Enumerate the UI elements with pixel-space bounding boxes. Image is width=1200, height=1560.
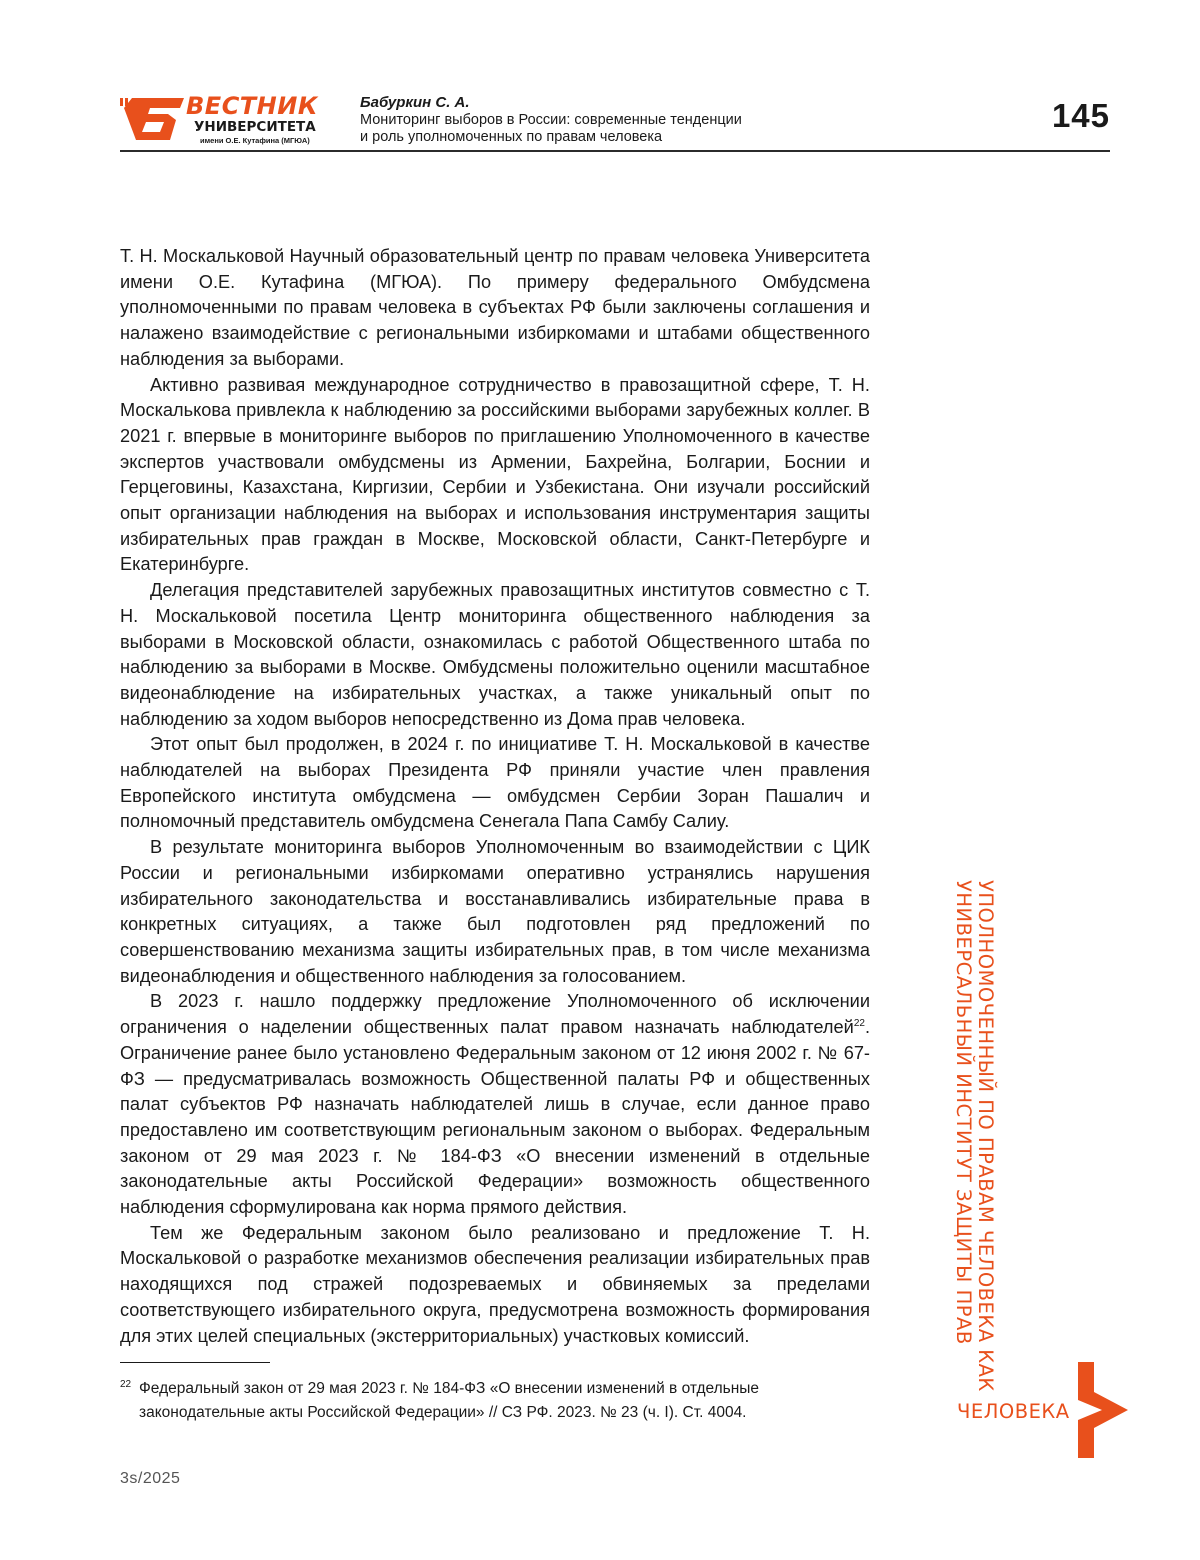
paragraph-6-part-2: . Ограничение ранее было установлено Федеральным законом от 12 июня 2002 г. № 67-ФЗ — предусматривалась возможность Общественной палаты РФ и общественных палат субъектов РФ назначать наблюдателей лишь в случае, если данное право предоставлено им соответствующим региональным законом о выборах. Федеральным законом от 29 мая 2023 г. № 184-ФЗ «О внесении изменений в отдельные законодательные акты Российской Федерации» возможность общественного наблюдения сформулирована как норма прямого действия. [120,1017,870,1218]
footnote-reference[interactable]: 22 [853,1018,865,1030]
side-banner-line-1: УПОЛНОМОЧЕННЫЙ ПО ПРАВАМ ЧЕЛОВЕКА КАК [974,880,997,1392]
running-header [120,92,1110,152]
arrow-right-icon [1074,1362,1130,1458]
paragraph-6 [120,989,870,1220]
footnote-text: Федеральный закон от 29 мая 2023 г. № 184-ФЗ «О внесении изменений в отдельные законодательные акты Российской Федерации» // СЗ РФ. 2023. № 23 (ч. I). Ст. 4004. [139,1380,760,1421]
main-text [120,244,870,1349]
journal-logo [120,92,325,148]
side-banner [952,880,1012,1420]
paragraph-7: Тем же Федеральным законом было реализовано и предложение Т. Н. Москальковой о разработке механизмов обеспечения реализации избирательных прав находящихся под стражей подозреваемых и обвиняемых за пределами соответствующего избирательного округа, предусмотрена возможность формирования для этих целей специальных (экстерриториальных) участковых комиссий. [120,1222,870,1346]
side-banner-line-3: ЧЕЛОВЕКА [957,1400,1070,1423]
logo-subtitle-small: имени О.Е. Кутафина (МГЮА) [200,136,310,145]
paragraph-5: В результате мониторинга выборов Уполномоченным во взаимодействии с ЦИК России и региональными избиркомами оперативно устранялись нарушения избирательного законодательства и восстанавливались избирательные права в конкретных ситуациях, а также был подготовлен ряд предложений по совершенствованию механизма защиты избирательных прав, в том числе механизма видеонаблюдения и общественного наблюдения за голосованием. [120,837,870,986]
running-author: Бабуркин С. А. [360,94,470,111]
footnote [120,1377,870,1425]
issue-label: 3s/2025 [120,1470,181,1487]
paragraph-2: Активно развивая международное сотрудничество в правозащитной сфере, Т. Н. Москалькова привлекла к наблюдению за российскими выборами зарубежных коллег. В 2021 г. впервые в мониторинге выборов по приглашению Уполномоченного в качестве экспертов участвовали омбудсмены из Армении, Бахрейна, Болгарии, Боснии и Герцеговины, Казахстана, Киргизии, Сербии и Узбекистана. Они изучали российский опыт организации наблюдения на выборах и использования инструментария защиты избирательных прав граждан в Москве, Московской области, Санкт-Петербурге и Екатеринбурге. [120,374,870,575]
running-title-line-2: и роль уполномоченных по правам человека [360,129,663,145]
paragraph-6-part-1: В 2023 г. нашло поддержку предложение Уполномоченного об исключении ограничения о наделении общественных палат правом назначать наблюдателей [120,991,870,1038]
footnote-divider [120,1362,270,1363]
logo-title: ВЕСТНИК [186,92,318,120]
paragraph-3: Делегация представителей зарубежных правозащитных институтов совместно с Т. Н. Москальковой посетила Центр мониторинга общественного наблюдения за выборами в Московской области, ознакомилась с работой Общественного штаба по наблюдению за выборами в Москве. Омбудсмены положительно оценили масштабное видеонаблюдение на избирательных участках, а также уникальный опыт по наблюдению за ходом выборов непосредственно из Дома прав человека. [120,580,870,729]
logo-subtitle: УНИВЕРСИТЕТА [194,119,316,135]
running-title [360,112,920,146]
page-number: 145 [1051,97,1110,134]
footnote-number: 22 [120,1379,132,1390]
running-title-line-1: Мониторинг выборов в России: современные тенденции [360,112,742,128]
logo-v-mark-icon [120,94,192,146]
side-banner-line-2: УНИВЕРСАЛЬНЫЙ ИНСТИТУТ ЗАЩИТЫ ПРАВ [952,880,975,1345]
paragraph-1: Т. Н. Москальковой Научный образовательный центр по правам человека Университета имени О.Е. Кутафина (МГЮА). По примеру федерального Омбудсмена уполномоченными по правам человека в субъектах РФ были заключены соглашения и налажено взаимодействие с региональными избиркомами и штабами общественного наблюдения за выборами. [120,246,870,369]
paragraph-4: Этот опыт был продолжен, в 2024 г. по инициативе Т. Н. Москальковой в качестве наблюдателей на выборах Президента РФ приняли участие член правления Европейского института омбудсмена — омбудсмен Сербии Зоран Пашалич и полномочный представитель омбудсмена Сенегала Папа Самбу Салиу. [120,734,870,832]
